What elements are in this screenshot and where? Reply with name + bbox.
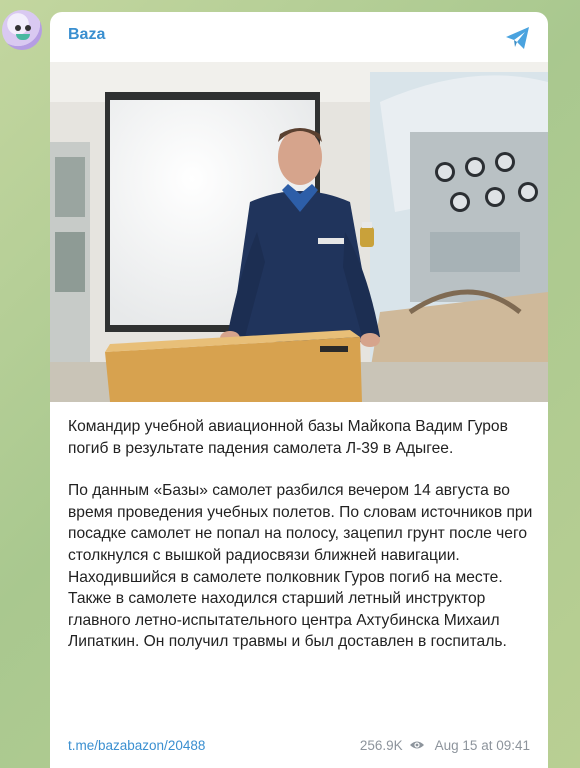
- post-footer: [68, 734, 530, 756]
- view-count: 256.9K: [359, 737, 403, 753]
- channel-avatar[interactable]: [2, 10, 42, 50]
- avatar-mouth: [16, 34, 30, 40]
- post-paragraph-1: Командир учебной авиационной базы Майкопа Вадим Гуров погиб в результате падения самолета Л-39 в Адыгее.: [68, 418, 508, 457]
- share-button[interactable]: [502, 22, 534, 54]
- post-date: Aug 15 at 09:41: [434, 737, 530, 753]
- post-photo[interactable]: [50, 62, 548, 402]
- eye-icon: [409, 739, 425, 751]
- photo-illustration: [50, 62, 548, 402]
- message-card: [50, 12, 548, 768]
- post-link[interactable]: t.me/bazabazon/20488: [68, 737, 206, 753]
- avatar-eye-left: [15, 25, 21, 31]
- channel-name[interactable]: Baza: [68, 26, 106, 43]
- telegram-plane-icon: [502, 22, 534, 54]
- post-meta: [360, 738, 530, 753]
- post-text: [68, 416, 536, 674]
- avatar-eye-right: [25, 25, 31, 31]
- post-paragraph-2: По данным «Базы» самолет разбился вечером 14 августа во время проведения учебных полетов. По словам источников при посадке самолет не попал на полосу, зацепил грунт после чего столкнулся с вышкой радиосвязи ближней навигации. Находившийся в самолете полковник Гуров погиб на месте. Также в самолете находился старший летный инструктор главного летно-испытательного центра Ахтубинска Михаил Липаткин. Он получил травмы и был доставлен в госпиталь.: [68, 482, 533, 651]
